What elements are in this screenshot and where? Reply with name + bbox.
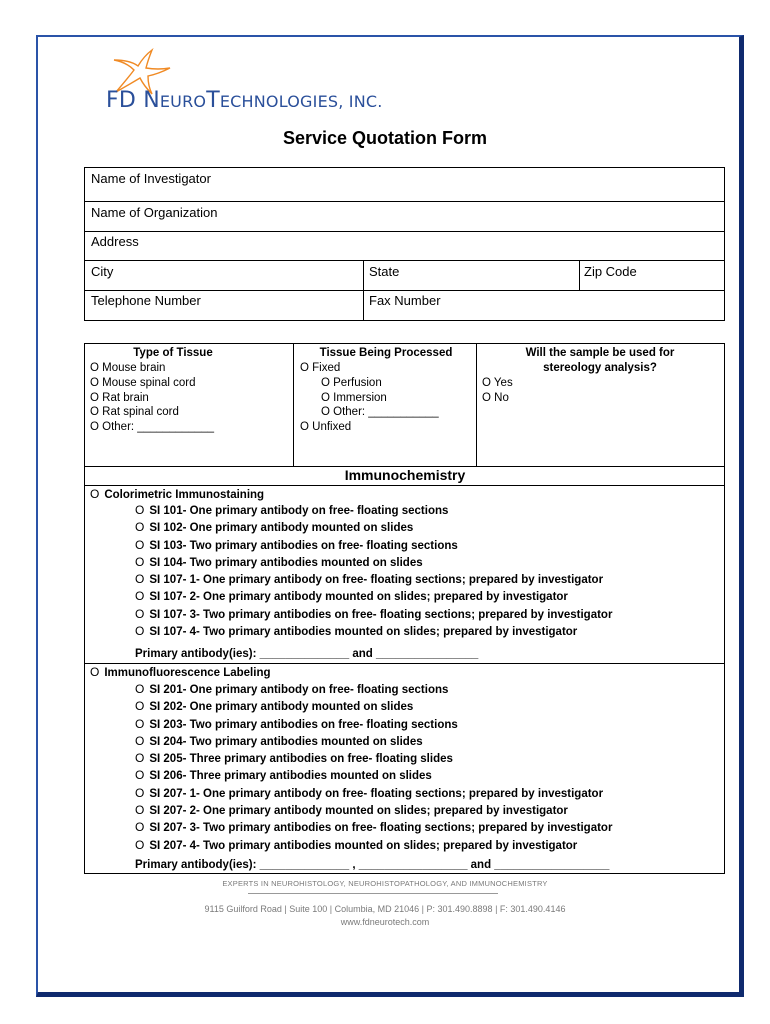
- divider: [84, 290, 725, 291]
- organization-field[interactable]: Name of Organization: [91, 205, 218, 220]
- fluorescence-option[interactable]: [90, 665, 271, 679]
- divider: [579, 260, 580, 291]
- list-item-label: SI 102- One primary antibody mounted on slides: [149, 522, 414, 535]
- stereology-header-line: stereology analysis?: [543, 361, 657, 374]
- option-circle-icon: O: [135, 716, 145, 731]
- option-circle-icon: O: [135, 820, 145, 835]
- telephone-field[interactable]: Telephone Number: [91, 293, 201, 308]
- list-item[interactable]: [135, 698, 612, 715]
- list-item[interactable]: [135, 750, 612, 767]
- divider: [84, 663, 725, 664]
- footer-divider: [248, 893, 498, 894]
- divider: [84, 201, 725, 202]
- list-item-label: SI 204- Two primary antibodies mounted on slides: [149, 735, 423, 748]
- list-item-label: SI 107- 2- One primary antibody mounted on slides; prepared by investigator: [149, 591, 568, 604]
- list-item[interactable]: [135, 571, 612, 588]
- option-circle-icon: O: [135, 837, 145, 852]
- list-item-label: SI 104- Two primary antibodies mounted on slides: [149, 556, 423, 569]
- footer-address: 9115 Guilford Road | Suite 100 | Columbia, MD 21046 | P: 301.490.8898 | F: 301.490.4146: [204, 904, 566, 914]
- list-item-label: SI 103- Two primary antibodies on free- floating sections: [149, 539, 458, 552]
- tissue-type-options: [90, 361, 214, 435]
- option-circle-icon: O: [90, 487, 100, 501]
- option-circle-icon: O: [135, 699, 145, 714]
- colorimetric-label: Colorimetric Immunostaining: [104, 489, 265, 501]
- option-circle-icon: O: [135, 751, 145, 766]
- list-item-label: SI 207- 2- One primary antibody mounted on slides; prepared by investigator: [149, 805, 568, 818]
- colorimetric-list: [135, 502, 612, 640]
- processing-header: Tissue Being Processed: [319, 347, 453, 359]
- tissue-option[interactable]: O Rat brain: [90, 391, 149, 404]
- list-item-label: SI 201- One primary antibody on free- floating sections: [149, 684, 449, 696]
- option-circle-icon: O: [90, 665, 100, 679]
- tissue-option[interactable]: O Other: ____________: [90, 421, 215, 434]
- fluorescence-list: [135, 681, 612, 854]
- list-item-label: SI 207- 3- Two primary antibodies on free- floating sections; prepared by investigator: [149, 822, 613, 835]
- stereology-header-line: Will the sample be used for: [525, 347, 675, 359]
- option-circle-icon: O: [135, 572, 145, 587]
- colorimetric-antibody-line[interactable]: Primary antibody(ies): ______________ and ________________: [135, 648, 479, 660]
- list-item[interactable]: [135, 716, 612, 733]
- stereology-options: [482, 376, 513, 406]
- list-item-label: SI 207- 4- Two primary antibodies mounted on slides; prepared by investigator: [149, 839, 578, 852]
- option-circle-icon: O: [135, 589, 145, 604]
- processing-option[interactable]: O Fixed: [300, 362, 341, 374]
- footer-tagline: EXPERTS IN NEUROHISTOLOGY, NEUROHISTOPATHOLOGY, AND IMMUNOCHEMISTRY: [222, 879, 548, 888]
- list-item-label: SI 207- 1- One primary antibody on free- floating sections; prepared by investigator: [149, 787, 604, 800]
- option-circle-icon: O: [135, 682, 145, 696]
- list-item-label: SI 206- Three primary antibodies mounted on slides: [149, 770, 432, 783]
- fluorescence-label: Immunofluorescence Labeling: [104, 667, 271, 679]
- tissue-option[interactable]: O Mouse spinal cord: [90, 376, 196, 389]
- processing-option[interactable]: O Unfixed: [300, 421, 352, 434]
- divider: [84, 260, 725, 261]
- divider: [363, 260, 364, 321]
- fluorescence-antibody-line[interactable]: Primary antibody(ies): ______________ , _________________ and __________________: [135, 859, 610, 871]
- processing-options: [300, 361, 439, 435]
- tissue-option[interactable]: O Rat spinal cord: [90, 406, 179, 419]
- company-logo: [106, 48, 466, 118]
- stereology-option-yes[interactable]: O Yes: [482, 377, 513, 389]
- colorimetric-option[interactable]: [90, 487, 264, 501]
- state-field[interactable]: State: [369, 264, 400, 279]
- list-item[interactable]: [135, 606, 612, 623]
- list-item[interactable]: [135, 681, 612, 698]
- tissue-option[interactable]: O Mouse brain: [90, 362, 166, 374]
- option-circle-icon: O: [135, 803, 145, 818]
- option-circle-icon: O: [135, 537, 145, 552]
- option-circle-icon: O: [135, 785, 145, 800]
- option-circle-icon: O: [135, 733, 145, 748]
- list-item-label: SI 101- One primary antibody on free- floating sections: [149, 505, 449, 517]
- list-item[interactable]: [135, 554, 612, 571]
- city-field[interactable]: City: [91, 264, 114, 279]
- investigator-field[interactable]: Name of Investigator: [91, 171, 211, 186]
- option-circle-icon: O: [135, 606, 145, 621]
- fax-field[interactable]: Fax Number: [369, 293, 441, 308]
- divider: [84, 231, 725, 232]
- footer-website[interactable]: www.fdneurotech.com: [340, 917, 430, 927]
- option-circle-icon: O: [135, 768, 145, 783]
- list-item-label: SI 202- One primary antibody mounted on slides: [149, 701, 414, 714]
- company-name: FD NEUROTECHNOLOGIES, INC.: [106, 88, 383, 113]
- list-item[interactable]: [135, 837, 612, 854]
- list-item[interactable]: [135, 819, 612, 836]
- option-circle-icon: O: [135, 624, 145, 639]
- list-item[interactable]: [135, 519, 612, 536]
- processing-option[interactable]: O Perfusion: [321, 376, 382, 389]
- list-item-label: SI 107- 3- Two primary antibodies on free- floating sections; prepared by investigator: [149, 608, 613, 621]
- list-item[interactable]: [135, 537, 612, 554]
- divider: [84, 485, 725, 486]
- option-circle-icon: O: [135, 554, 145, 569]
- divider: [293, 343, 294, 466]
- form-title: Service Quotation Form: [282, 128, 488, 148]
- immunochemistry-title: Immunochemistry: [344, 467, 466, 483]
- divider: [476, 343, 477, 466]
- list-item[interactable]: [135, 502, 612, 519]
- stereology-header: [500, 346, 700, 376]
- tissue-type-header: Type of Tissue: [133, 347, 213, 359]
- processing-option[interactable]: O Other: ___________: [321, 406, 439, 419]
- list-item[interactable]: [135, 588, 612, 605]
- option-circle-icon: O: [135, 503, 145, 517]
- list-item-label: SI 107- 4- Two primary antibodies mounted on slides; prepared by investigator: [149, 626, 578, 639]
- list-item[interactable]: [135, 767, 612, 784]
- list-item[interactable]: [135, 733, 612, 750]
- option-circle-icon: O: [135, 520, 145, 535]
- list-item-label: SI 107- 1- One primary antibody on free- floating sections; prepared by investigator: [149, 574, 604, 587]
- processing-option[interactable]: O Immersion: [321, 391, 387, 404]
- list-item[interactable]: [135, 623, 612, 640]
- list-item[interactable]: [135, 802, 612, 819]
- list-item[interactable]: [135, 785, 612, 802]
- zip-field[interactable]: Zip Code: [584, 264, 637, 279]
- list-item-label: SI 203- Two primary antibodies on free- floating sections: [149, 718, 458, 731]
- address-field[interactable]: Address: [91, 234, 139, 249]
- stereology-option-no[interactable]: O No: [482, 391, 509, 404]
- list-item-label: SI 205- Three primary antibodies on free- floating slides: [149, 753, 453, 766]
